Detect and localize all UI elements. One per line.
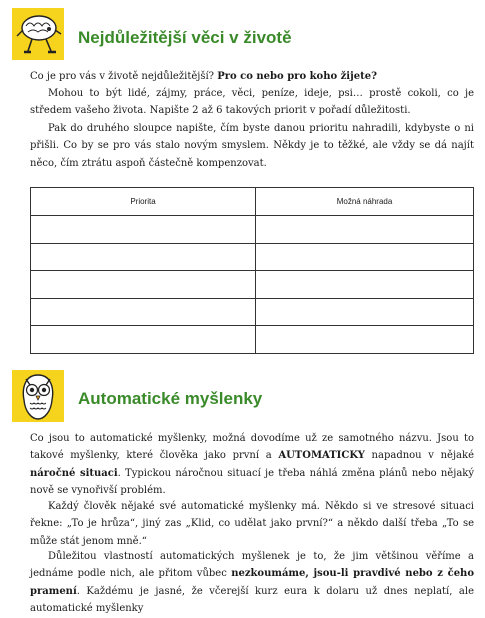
paragraph: Mohou to být lidé, zájmy, práce, věci, peníze, ideje, psi… prostě cokoli, co je středem vašeho života. Napište 2 až 6 takových priorit v pořadí důležitosti. [30,88,474,117]
text-run: . Typickou náročnou situací je třeba náhlá změna plánů nebo nějaký nově se vynořivší problém. [30,467,474,497]
paragraph: Každý člověk nějaké své automatické myšlenky má. Někdo si ve stresové situaci řekne: „To je hrůza“, jiný zas „Klid, co udělat jako první?“ a někdo další třeba „To se může stát jenom mně.“ [30,501,474,547]
paragraph [30,430,474,500]
question-emphasis: Pro co nebo pro koho žijete? [217,71,377,82]
section-title: Nejdůležitější věci v životě [78,28,292,47]
priority-table [30,187,474,354]
section-title: Automatické myšlenky [78,389,263,408]
table-row [31,271,474,299]
emphasis-text: nezkoumáme, jsou-li pravdivé nebo z čeho pramení [30,568,474,597]
text-run: Důležitou vlastností automatických myšlenek je to, že jim většinou věříme a jednáme podle nich, ale přitom vůbec [30,551,474,580]
text-run: Co jsou to automatické myšlenky, možná dovodíme už ze samotného názvu. Jsou to takové myšlenky, které člověka jako první a [30,433,474,462]
table-row [31,216,474,244]
emphasis-text: náročné situaci [30,467,118,479]
emphasis-text: AUTOMATICKY [278,450,365,462]
question-text: Co je pro vás v životě nejdůležitější? [30,71,215,82]
paragraph [30,68,474,85]
walking-brain-icon [12,8,64,60]
table-cell[interactable] [31,243,256,271]
table-cell[interactable] [31,298,256,326]
table-cell[interactable] [256,216,474,244]
table-row [31,298,474,326]
table-cell[interactable] [31,326,256,354]
text-run: napadnou v nějaké [364,450,474,462]
table-cell[interactable] [256,271,474,299]
paragraph [30,548,474,618]
text-run: . Každému je jasné, že včerejší kurz eura k dolaru už dnes neplatí, ale automatické myšlenky [30,585,474,615]
table-cell[interactable] [31,271,256,299]
table-header-row [31,188,474,216]
column-header-replacement: Možná náhrada [256,188,474,216]
table-cell[interactable] [256,243,474,271]
table-row [31,326,474,354]
column-header-priority: Priorita [31,188,256,216]
owl-icon [12,370,64,422]
table-cell[interactable] [256,326,474,354]
table-row [31,243,474,271]
paragraph: Pak do druhého sloupce napište, čím byste danou prioritu nahradili, kdybyste o ni přišli. Co by se pro vás stalo novým smyslem. Někdy je to těžké, ale vždy se dá najít něco, čím ztrátu aspoň částečně kompenzovat. [30,123,474,169]
table-cell[interactable] [31,216,256,244]
table-cell[interactable] [256,298,474,326]
